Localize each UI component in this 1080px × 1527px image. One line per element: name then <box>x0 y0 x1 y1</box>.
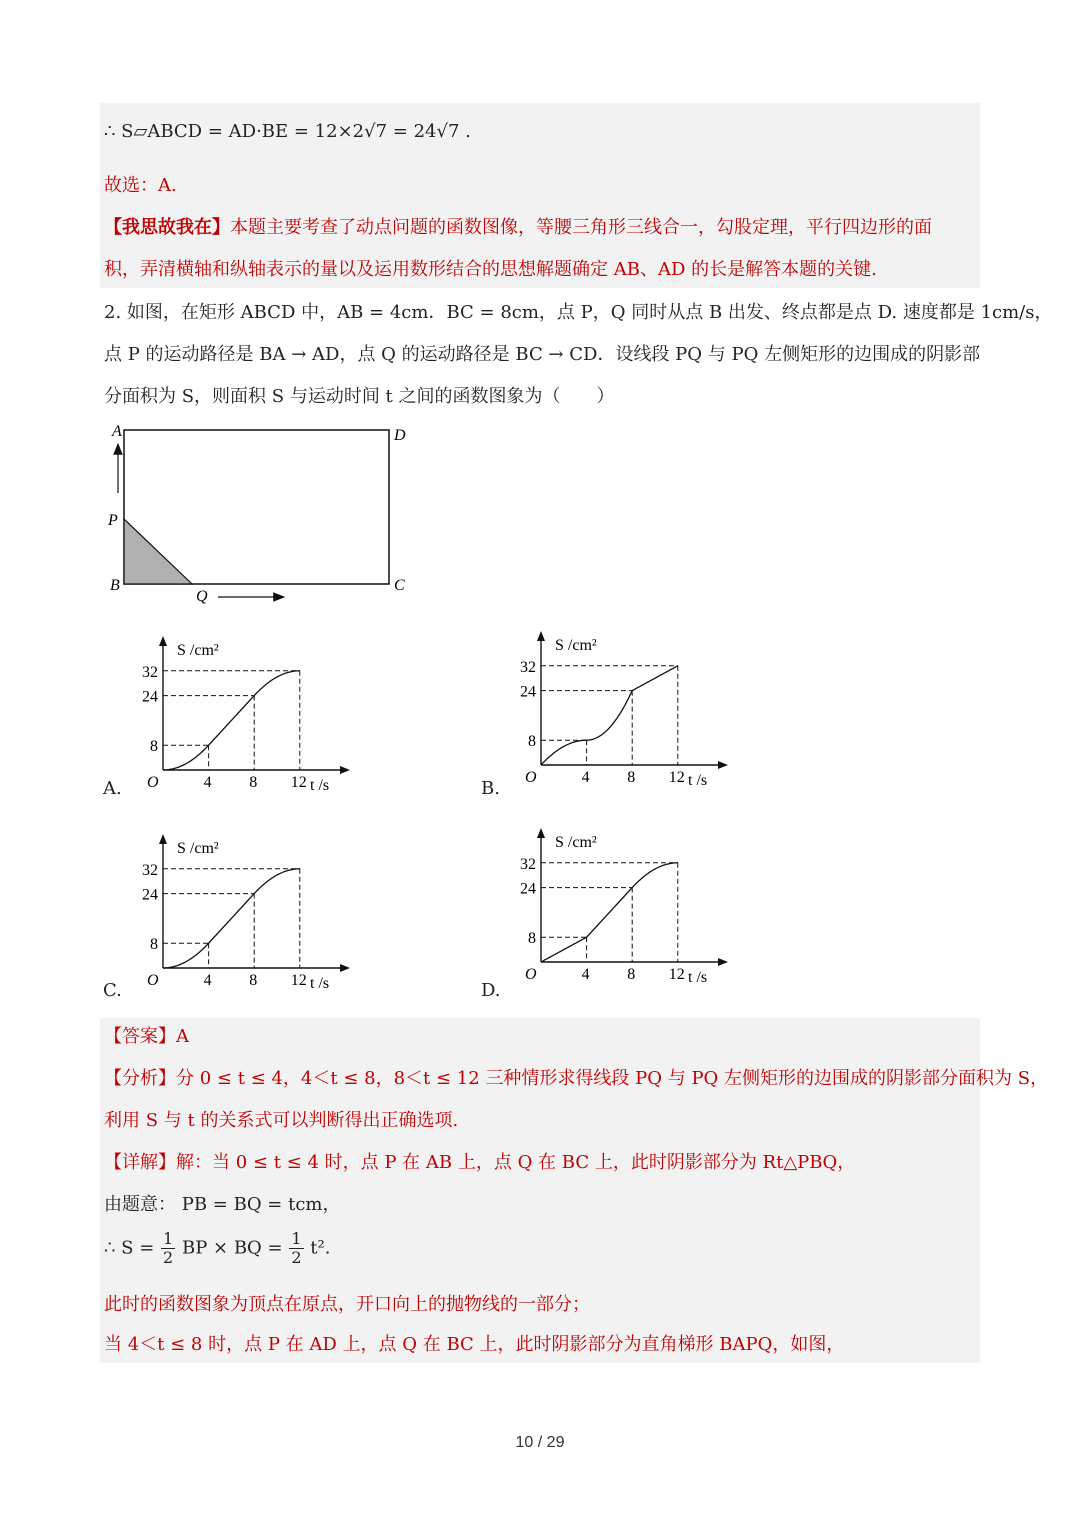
detail-line-2: 由题意： PB = BQ = tcm， <box>104 1194 341 1215</box>
x-tick-label: 8 <box>627 769 636 786</box>
reflection-line-2: 积，弄清横轴和纵轴表示的量以及运用数形结合的思想解题确定 AB、AD 的长是解答本题的关键. <box>104 259 877 280</box>
fraction-half-2 <box>289 1230 303 1267</box>
fraction-half-1 <box>161 1230 175 1267</box>
x-tick-label: 4 <box>581 966 590 983</box>
y-axis-label: S /cm² <box>555 834 597 851</box>
y-axis-arrow <box>537 631 545 641</box>
y-tick-label: 8 <box>528 733 536 751</box>
analysis-line-1 <box>104 1064 1048 1090</box>
option-a[interactable] <box>100 630 380 805</box>
y-axis-arrow <box>159 834 167 844</box>
x-tick-label: O <box>147 774 159 791</box>
label-q: Q <box>196 588 208 605</box>
choose-answer: 故选：A. <box>104 175 177 196</box>
detail-text-1: 解：当 0 ≤ t ≤ 4 时，点 P 在 AB 上，点 Q 在 BC 上，此时阴影部分为 Rt△PBQ， <box>176 1152 856 1173</box>
detail-line-4: 当 4＜t ≤ 8 时，点 P 在 AD 上，点 Q 在 BC 上，此时阴影部分为直角梯形 BAPQ，如图， <box>104 1334 845 1355</box>
detail-tag: 【详解】 <box>104 1152 176 1173</box>
label-b: B <box>110 577 120 594</box>
y-axis-arrow <box>537 828 545 838</box>
x-tick-label: 4 <box>203 774 212 791</box>
x-axis-label: t /s <box>310 975 330 992</box>
detail-line-3: 此时的函数图象为顶点在原点，开口向上的抛物线的一部分； <box>104 1294 590 1315</box>
y-tick-label: 32 <box>142 663 158 681</box>
area-formula-s <box>104 1230 330 1267</box>
label-d: D <box>394 427 406 444</box>
page-number: 10 / 29 <box>515 1434 565 1451</box>
graph-curve <box>163 671 300 770</box>
reflection-tag: 【我思故我在】 <box>104 217 230 238</box>
x-tick-label: O <box>525 769 537 786</box>
option-c[interactable] <box>100 828 380 1003</box>
graph-c <box>138 828 378 1000</box>
reflection-line-1 <box>104 213 932 239</box>
previous-solution-block <box>100 103 980 288</box>
x-tick-label: 8 <box>627 966 636 983</box>
frac-num-1: 1 <box>163 1229 174 1248</box>
graph-b <box>516 625 756 797</box>
x-axis-label: t /s <box>688 969 708 986</box>
graph-a <box>138 630 378 802</box>
x-tick-label: 12 <box>668 769 685 786</box>
y-tick-label: 8 <box>528 930 536 948</box>
question-line-3: 分面积为 S，则面积 S 与运动时间 t 之间的函数图象为（ ） <box>104 386 615 407</box>
formula-mid: BP × BQ = <box>181 1237 283 1259</box>
x-tick-label: 12 <box>290 774 307 791</box>
x-tick-label: O <box>147 972 159 989</box>
label-p: P <box>108 512 118 529</box>
y-tick-label: 24 <box>142 688 158 706</box>
y-tick-label: 32 <box>520 658 536 676</box>
x-axis-arrow <box>718 958 728 966</box>
y-tick-label: 8 <box>150 738 158 756</box>
x-axis-arrow <box>718 761 728 769</box>
frac-den-2: 2 <box>291 1248 302 1267</box>
y-axis-label: S /cm² <box>177 642 219 659</box>
x-axis-arrow <box>340 964 350 972</box>
x-axis-label: t /s <box>688 772 708 789</box>
x-tick-label: O <box>525 966 537 983</box>
y-axis-label: S /cm² <box>177 840 219 857</box>
formula-lead: ∴ S = <box>104 1237 155 1259</box>
x-axis-label: t /s <box>310 777 330 794</box>
area-formula: ∴ S▱ABCD = AD·BE = 12×2√7 = 24√7 . <box>104 121 471 142</box>
formula-tail: t². <box>310 1237 331 1259</box>
option-b[interactable] <box>478 625 758 805</box>
y-tick-label: 32 <box>142 861 158 879</box>
label-c: C <box>394 577 405 594</box>
y-tick-label: 24 <box>520 880 536 898</box>
analysis-text-1: 分 0 ≤ t ≤ 4，4＜t ≤ 8，8＜t ≤ 12 三种情形求得线段 PQ 与 PQ 左侧矩形的边围成的阴影部分面积为 S， <box>176 1068 1049 1089</box>
graph-curve <box>163 869 300 968</box>
y-tick-label: 24 <box>520 683 536 701</box>
frac-num-2: 1 <box>291 1229 302 1248</box>
shaded-triangle <box>124 519 192 584</box>
x-tick-label: 4 <box>581 769 590 786</box>
option-c-label: C. <box>103 980 122 1001</box>
option-d[interactable] <box>478 822 758 1002</box>
answer-value: A <box>176 1026 189 1047</box>
detail-line-1 <box>104 1148 855 1174</box>
answer-tag: 【答案】 <box>104 1026 176 1047</box>
y-tick-label: 32 <box>520 855 536 873</box>
graph-d <box>516 822 756 994</box>
answer-line <box>104 1022 189 1048</box>
analysis-tag: 【分析】 <box>104 1068 176 1089</box>
question-line-2: 点 P 的运动路径是 BA → AD，点 Q 的运动路径是 BC → CD．设线段 PQ 与 PQ 左侧矩形的边围成的阴影部 <box>104 344 981 365</box>
option-d-label: D. <box>481 980 501 1001</box>
reflection-text-1: 本题主要考查了动点问题的函数图像，等腰三角形三线合一，勾股定理，平行四边形的面 <box>230 217 932 238</box>
x-tick-label: 8 <box>249 774 258 791</box>
x-tick-label: 12 <box>290 972 307 989</box>
label-a: A <box>112 423 122 440</box>
analysis-line-2: 利用 S 与 t 的关系式可以判断得出正确选项. <box>104 1110 459 1131</box>
x-tick-label: 8 <box>249 972 258 989</box>
x-tick-label: 12 <box>668 966 685 983</box>
question-line-1: 2. 如图，在矩形 ABCD 中，AB = 4cm．BC = 8cm，点 P，Q 同时从点 B 出发、终点都是点 D. 速度都是 1cm/s， <box>104 302 1053 323</box>
y-tick-label: 24 <box>142 886 158 904</box>
option-b-label: B. <box>481 778 500 799</box>
rectangle-figure <box>100 418 430 610</box>
x-tick-label: 4 <box>203 972 212 989</box>
y-tick-label: 8 <box>150 936 158 954</box>
y-axis-arrow <box>159 636 167 646</box>
graph-curve <box>541 666 678 765</box>
x-axis-arrow <box>340 766 350 774</box>
frac-den-1: 2 <box>163 1248 174 1267</box>
graph-curve <box>541 863 678 962</box>
option-a-label: A. <box>103 778 122 799</box>
answer-block <box>100 1018 1049 1363</box>
y-axis-label: S /cm² <box>555 637 597 654</box>
